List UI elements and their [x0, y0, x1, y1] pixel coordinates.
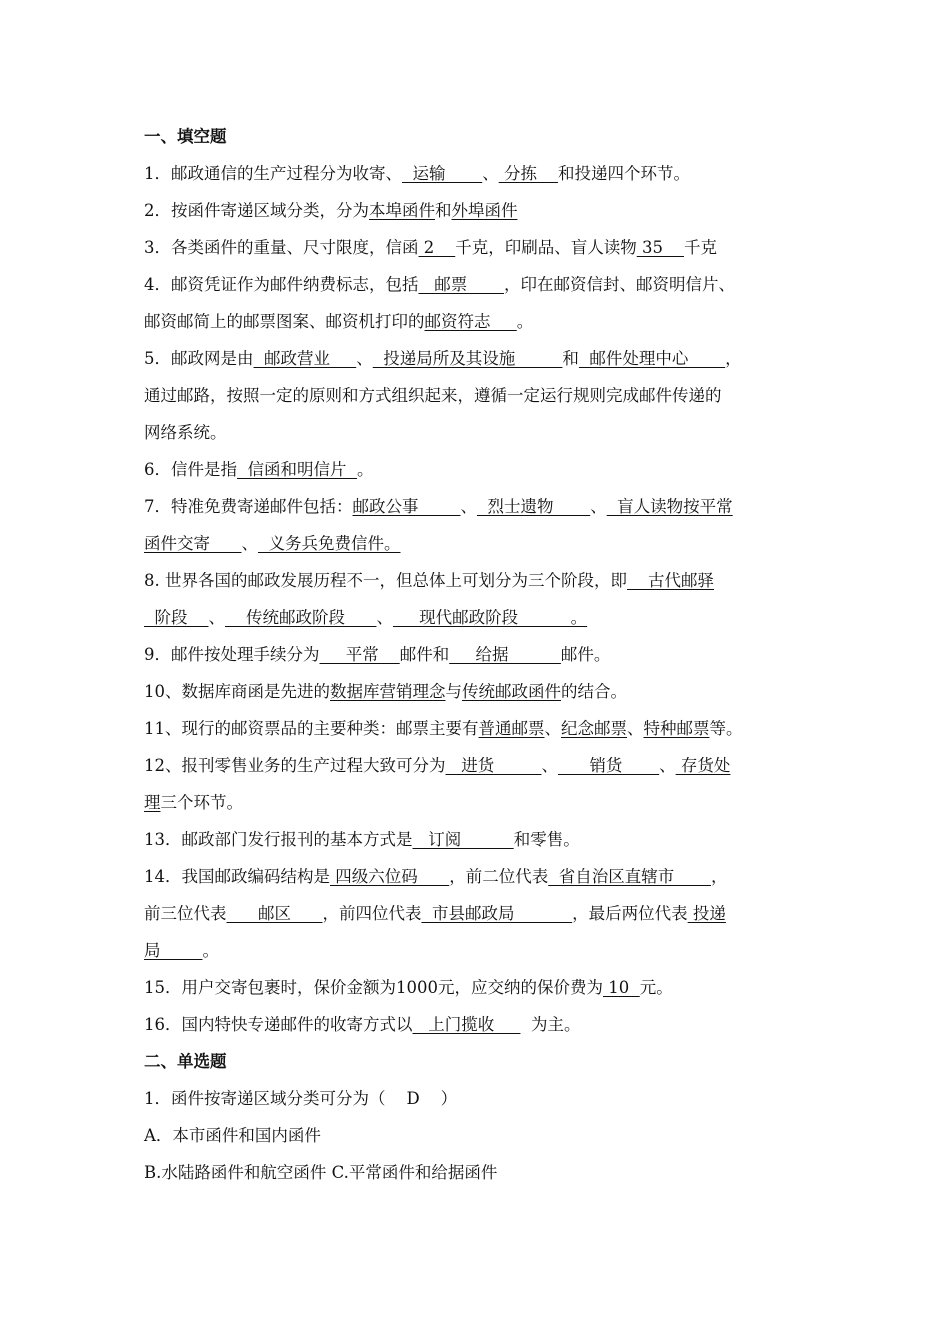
text-line — [144, 377, 810, 414]
answer-blank: 邮区 — [226, 904, 323, 923]
text-segment: 与 — [445, 682, 462, 701]
text-segment: 二、单选题 — [144, 1052, 227, 1071]
answer-blank: 四级六位码 — [330, 867, 450, 886]
answer-blank: 本埠函件 — [369, 201, 435, 220]
text-segment: 10、数据库商函是先进的 — [144, 682, 330, 701]
text-line — [144, 488, 810, 525]
text-segment: 14．我国邮政编码结构是 — [144, 867, 330, 886]
text-segment: 、 — [590, 497, 607, 516]
text-segment: 为主。 — [520, 1015, 581, 1034]
answer-blank: 邮政公事 — [352, 497, 461, 516]
answer-blank: 传统邮政函件 — [462, 682, 561, 701]
text-segment: 通过邮路，按照一定的原则和方式组织起来，遵循一定运行规则完成邮件传递的 — [144, 386, 722, 405]
text-line — [144, 266, 810, 303]
text-segment: 15．用户交寄包裹时，保价金额为1000元，应交纳的保价费为 — [144, 978, 603, 997]
text-segment: 2．按函件寄递区域分类，分为 — [144, 201, 369, 220]
text-segment: 和 — [562, 349, 579, 368]
answer-blank: 传统邮政阶段 — [224, 608, 377, 627]
answer-blank: 盲人读物按平常 — [606, 497, 733, 516]
text-segment: 、 — [460, 497, 477, 516]
text-segment: 5．邮政网是由 — [144, 349, 254, 368]
text-segment: ，前二位代表 — [449, 867, 549, 886]
section-heading — [144, 118, 810, 155]
text-segment: 、 — [376, 608, 393, 627]
answer-blank: 特种邮票 — [643, 719, 710, 738]
text-line — [144, 1154, 810, 1191]
answer-blank: 纪念邮票 — [561, 719, 627, 738]
text-segment: 前三位代表 — [144, 904, 227, 923]
text-segment: 。 — [356, 460, 374, 479]
answer-blank: 邮政营业 — [253, 349, 357, 368]
answer-blank: 市县邮政局 — [421, 904, 573, 923]
text-segment: 和零售。 — [513, 830, 580, 849]
text-line — [144, 969, 810, 1006]
answer-blank: 进货 — [445, 756, 542, 775]
text-segment: 4．邮资凭证作为邮件纳费标志，包括 — [144, 275, 419, 294]
answer-blank: 函件交寄 — [144, 534, 242, 553]
text-segment: 邮件和 — [399, 645, 450, 664]
text-line — [144, 340, 810, 377]
text-segment: 三个环节。 — [160, 793, 243, 812]
answer-blank: 给据 — [449, 645, 561, 664]
text-segment: 11、现行的邮资票品的主要种类：邮票主要有 — [144, 719, 479, 738]
text-segment: ， — [710, 867, 728, 886]
answer-blank: 烈士遗物 — [476, 497, 591, 516]
text-segment: 。 — [202, 941, 219, 960]
answer-blank: 投递局所及其设施 — [372, 349, 563, 368]
text-segment: ，最后两位代表 — [572, 904, 688, 923]
text-segment: 千克，印刷品、盲人读物 — [455, 238, 637, 257]
text-segment: 元。 — [639, 978, 673, 997]
answer-blank: 运输 — [402, 164, 483, 183]
section-heading — [144, 1043, 810, 1080]
text-line — [144, 414, 810, 451]
text-segment: 、 — [659, 756, 676, 775]
answer-blank: 外埠函件 — [451, 201, 518, 220]
text-segment: 一、填空题 — [144, 127, 227, 146]
answer-blank: 上门揽收 — [412, 1015, 521, 1034]
text-segment: 。 — [516, 312, 534, 331]
answer-blank: 信函和明信片 — [237, 460, 357, 479]
text-line — [144, 821, 810, 858]
text-line — [144, 562, 810, 599]
text-line — [144, 673, 810, 710]
text-segment: 7．特准免费寄递邮件包括： — [144, 497, 353, 516]
answer-blank: 2 — [418, 238, 456, 257]
text-segment: B.水陆路函件和航空函件 C.平常函件和给据函件 — [144, 1163, 498, 1182]
text-segment: 、 — [208, 608, 225, 627]
answer-blank: 邮资符志 — [424, 312, 517, 331]
text-line — [144, 784, 810, 821]
answer-blank: 省自治区直辖市 — [548, 867, 711, 886]
text-line — [144, 710, 810, 747]
text-line — [144, 1080, 810, 1117]
text-segment: 邮件。 — [560, 645, 611, 664]
text-segment: 6．信件是指 — [144, 460, 237, 479]
text-segment: ，印在邮资信封、邮资明信片、 — [503, 275, 735, 294]
answer-blank: 数据库营销理念 — [330, 682, 446, 701]
text-line — [144, 932, 810, 969]
text-line — [144, 636, 810, 673]
text-segment: 1．函件按寄递区域分类可分为（ D ） — [144, 1089, 458, 1108]
text-segment: 千克 — [683, 238, 717, 257]
text-segment: 的结合。 — [561, 682, 627, 701]
text-line — [144, 747, 810, 784]
answer-blank: 销货 — [557, 756, 660, 775]
text-segment: 8. 世界各国的邮政发展历程不一，但总体上可划分为三个阶段，即 — [144, 571, 627, 590]
text-segment: 邮资邮简上的邮票图案、邮资机打印的 — [144, 312, 425, 331]
text-line — [144, 451, 810, 488]
text-segment: 1．邮政通信的生产过程分为收寄、 — [144, 164, 402, 183]
text-line — [144, 1117, 810, 1154]
text-line — [144, 192, 810, 229]
text-segment: 9．邮件按处理手续分为 — [144, 645, 320, 664]
document-page — [144, 118, 810, 1191]
answer-blank: 邮件处理中心 — [578, 349, 726, 368]
answer-blank: 理 — [144, 793, 161, 812]
text-segment: 、 — [627, 719, 644, 738]
answer-blank: 存货处 — [675, 756, 731, 775]
answer-blank: 普通邮票 — [478, 719, 545, 738]
text-segment: 、 — [356, 349, 373, 368]
text-segment: 12、报刊零售业务的生产过程大致可分为 — [144, 756, 446, 775]
text-segment: 3．各类函件的重量、尺寸限度，信函 — [144, 238, 419, 257]
text-segment: ，前四位代表 — [322, 904, 422, 923]
text-segment: 和投递四个环节。 — [557, 164, 690, 183]
answer-blank: 现代邮政阶段 。 — [392, 608, 588, 627]
answer-blank: 分拣 — [498, 164, 558, 183]
text-segment: 、 — [541, 756, 558, 775]
text-segment: 等。 — [709, 719, 743, 738]
answer-blank: 平常 — [319, 645, 400, 664]
text-segment: 、 — [241, 534, 258, 553]
text-line — [144, 525, 810, 562]
text-segment: 、 — [482, 164, 499, 183]
answer-blank: 10 — [603, 978, 640, 997]
text-line — [144, 303, 810, 340]
answer-blank: 古代邮驿 — [627, 571, 714, 590]
text-line — [144, 858, 810, 895]
text-segment: ， — [725, 349, 742, 368]
text-segment: 16．国内特快专递邮件的收寄方式以 — [144, 1015, 413, 1034]
text-line — [144, 229, 810, 266]
text-line — [144, 1006, 810, 1043]
answer-blank: 义务兵免费信件。 — [257, 534, 401, 553]
text-segment: 13．邮政部门发行报刊的基本方式是 — [144, 830, 413, 849]
answer-blank: 局 — [144, 941, 203, 960]
answer-blank: 订阅 — [412, 830, 514, 849]
answer-blank: 阶段 — [144, 608, 209, 627]
answer-blank: 邮票 — [418, 275, 504, 294]
text-segment: 和 — [435, 201, 452, 220]
answer-blank: 35 — [636, 238, 684, 257]
text-segment: 网络系统。 — [144, 423, 227, 442]
text-line — [144, 895, 810, 932]
text-segment: 、 — [544, 719, 561, 738]
answer-blank: 投递 — [687, 904, 726, 923]
text-line — [144, 155, 810, 192]
text-line — [144, 599, 810, 636]
text-segment: A．本市函件和国内函件 — [144, 1126, 321, 1145]
